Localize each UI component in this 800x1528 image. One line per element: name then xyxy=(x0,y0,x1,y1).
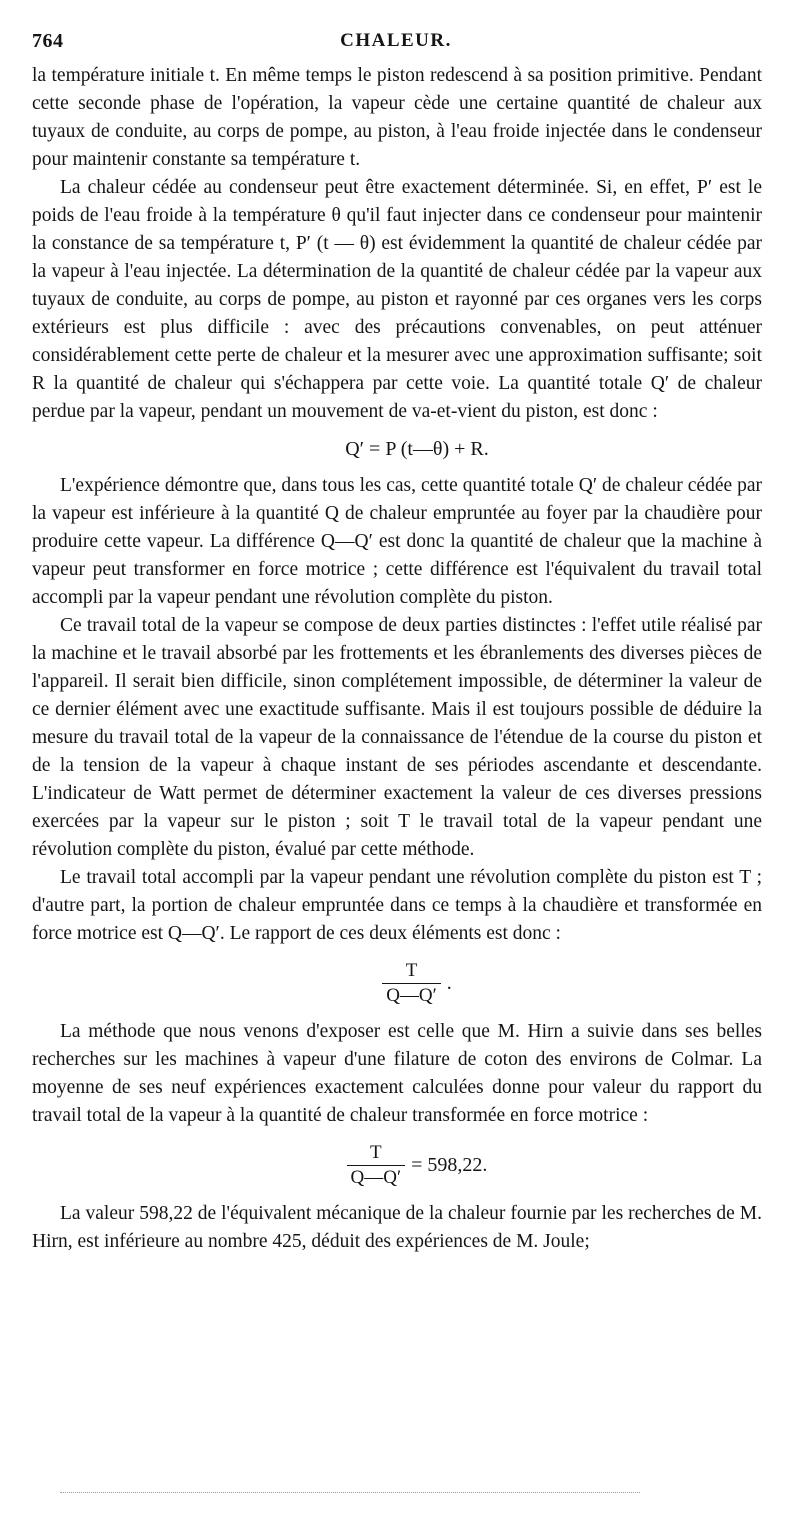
fraction-numerator: T xyxy=(405,959,418,981)
equation-ratio-tail: . xyxy=(446,972,452,994)
body-text xyxy=(32,62,762,1256)
paragraph-6: La méthode que nous venons d'exposer est celle que M. Hirn a suivie dans ses belles recherches sur les machines à vapeur d'une filature de coton des environs de Colmar. La moyenne de ses neuf expériences exactement calculées donne pour valeur du rapport du travail total de la vapeur à la quantité de chaleur transformée en force motrice : xyxy=(32,1021,762,1126)
fraction-ratio-value xyxy=(347,1141,406,1190)
fraction-numerator: T xyxy=(370,1141,382,1163)
equation-ratio xyxy=(32,948,762,1018)
page-header xyxy=(32,30,760,60)
paragraph-3: L'expérience démontre que, dans tous les cas, cette quantité totale Q′ de chaleur cédée par la vapeur est inférieure à la quantité Q de chaleur empruntée au foyer par la chaudière pour produire cette vapeur. La différence Q—Q′ est donc la quantité de chaleur que la machine à vapeur peut transformer en force motrice ; cette différence est l'équivalent du travail total accompli par la vapeur pendant une révolution complète du piston. xyxy=(32,475,762,608)
fraction-denominator: Q—Q′ xyxy=(347,1165,406,1190)
fraction-ratio xyxy=(382,959,441,1008)
paragraph-2: La chaleur cédée au condenseur peut être exactement déterminée. Si, en effet, P′ est le poids de l'eau froide à la température θ qu'il faut injecter dans ce condenseur pour maintenir la constance de sa température t, P′ (t — θ) est évidemment la quantité de chaleur cédée par la vapeur à l'eau injectée. La détermination de la quantité de chaleur cédée par la vapeur aux tuyaux de conduite, au corps de pompe, au piston et rayonné par ces organes vers les corps extérieurs est plus difficile : avec des précautions convenables, on peut atténuer considérablement cette perte de chaleur et la mesurer avec une approximation suffisante; soit R la quantité de chaleur qui s'échappera par cette voie. La quantité totale Q′ de chaleur perdue par la vapeur, pendant un mouvement de va-et-vient du piston, est donc : xyxy=(32,177,762,422)
paragraph-5: Le travail total accompli par la vapeur pendant une révolution complète du piston est T ; d'autre part, la portion de chaleur empruntée dans ce temps à la chaudière et transformée en force motrice est Q—Q′. Le rapport de ces deux éléments est donc : xyxy=(32,867,762,944)
footer-dotted-rule xyxy=(60,1492,640,1493)
running-title: CHALEUR. xyxy=(340,30,452,51)
fraction-denominator: Q—Q′ xyxy=(382,983,441,1008)
equation-heat-loss: Q′ = P (t—θ) + R. xyxy=(345,438,489,460)
paragraph-4: Ce travail total de la vapeur se compose de deux parties distinctes : l'effet utile réalisé par la machine et le travail absorbé par les frottements et les ébranlements des diverses pièces de l'appareil. Il serait bien difficile, sinon complétement impossible, de déterminer la valeur de ce dernier élément avec une exactitude suffisante. Mais il est toujours possible de déduire la mesure du travail total de la vapeur de la connaissance de l'étendue de la course du piston et de la tension de la vapeur à chaque instant de ses périodes ascendante et descendante. L'indicateur de Watt permet de déterminer exactement la valeur de ces diverses pressions exercées par la vapeur sur le piston ; soit T le travail total de la vapeur pendant une révolution complète du piston, évalué par cette méthode. xyxy=(32,615,762,860)
paragraph-7: La valeur 598,22 de l'équivalent mécanique de la chaleur fournie par les recherches de M. Hirn, est inférieure au nombre 425, déduit des expériences de M. Joule; xyxy=(32,1203,762,1252)
equation-value: = 598,22. xyxy=(411,1154,488,1176)
equation-ratio-value xyxy=(32,1130,762,1200)
page-number: 764 xyxy=(32,30,64,52)
paragraph-1: la température initiale t. En même temps le piston redescend à sa position primitive. Pendant cette seconde phase de l'opération, la vapeur cède une certaine quantité de chaleur aux tuyaux de conduite, au corps de pompe, au piston, à l'eau froide injectée dans le condenseur pour maintenir constante sa température t. xyxy=(32,65,762,170)
